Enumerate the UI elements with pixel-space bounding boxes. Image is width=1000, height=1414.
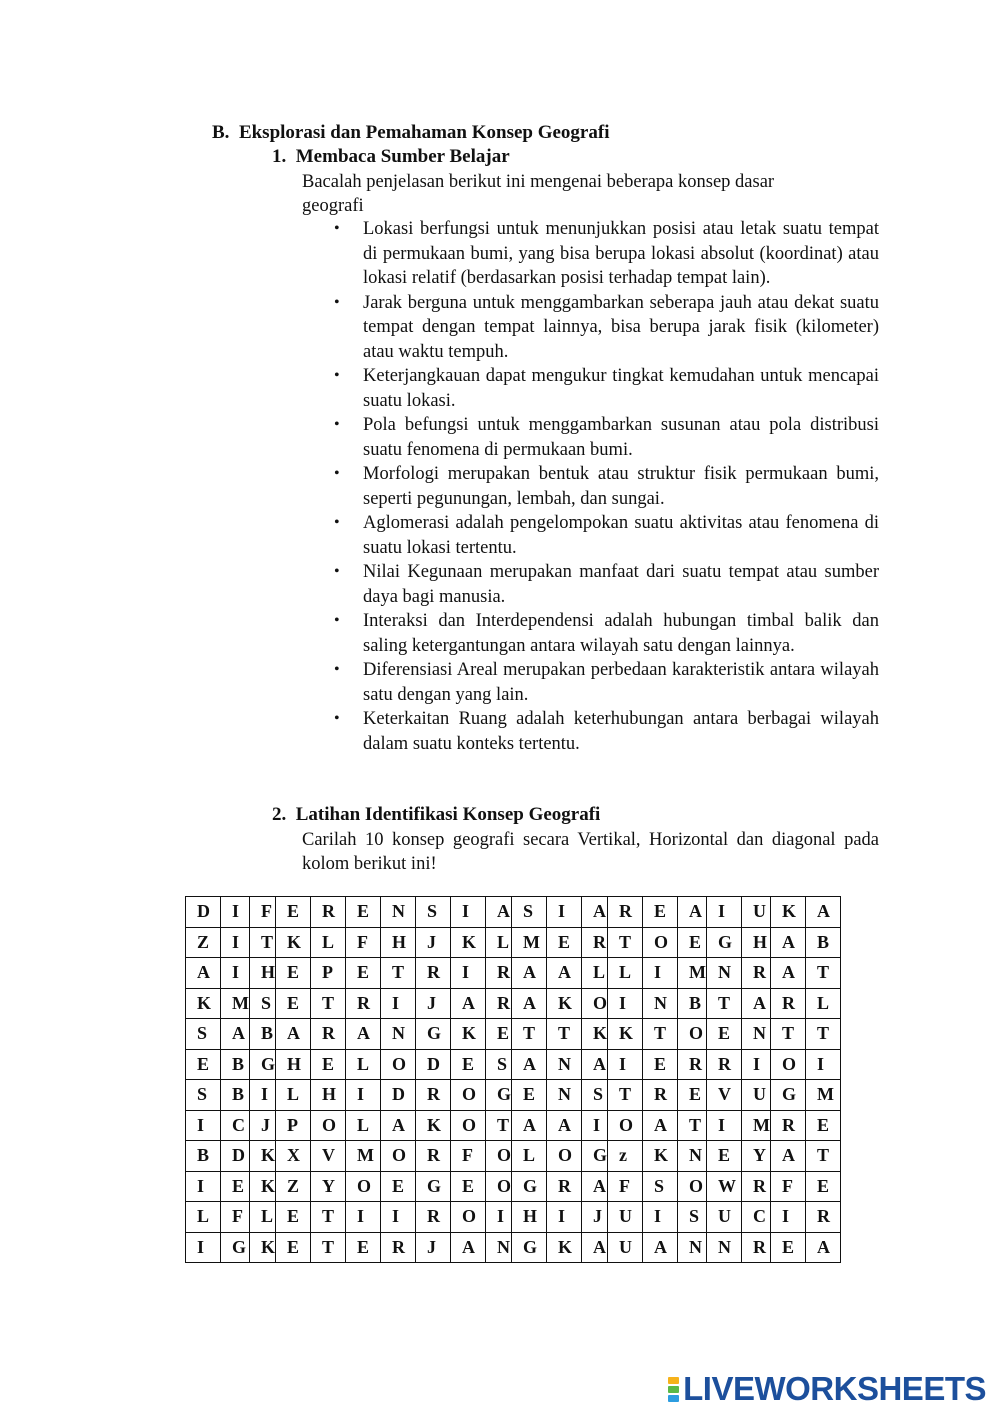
grid-cell[interactable]: K xyxy=(276,927,311,958)
grid-cell[interactable]: E xyxy=(346,897,381,928)
grid-row xyxy=(186,1202,841,1233)
grid-cell[interactable]: O xyxy=(486,1141,512,1172)
grid-cell[interactable]: F xyxy=(221,1202,250,1233)
word-search-table xyxy=(185,896,841,1263)
grid-cell[interactable]: E xyxy=(451,1171,486,1202)
grid-cell[interactable]: A xyxy=(512,1049,547,1080)
grid-cell[interactable]: F xyxy=(451,1141,486,1172)
grid-cell[interactable]: I xyxy=(486,1202,512,1233)
grid-cell[interactable]: E xyxy=(221,1171,250,1202)
grid-cell[interactable]: X xyxy=(276,1141,311,1172)
grid-cell[interactable]: O xyxy=(608,1110,643,1141)
grid-cell[interactable]: I xyxy=(381,988,416,1019)
grid-cell[interactable]: O xyxy=(346,1171,381,1202)
grid-cell[interactable]: T xyxy=(381,958,416,989)
grid-cell[interactable]: K xyxy=(451,1019,486,1050)
grid-cell[interactable]: L xyxy=(186,1202,221,1233)
grid-cell[interactable]: I xyxy=(221,897,250,928)
grid-cell[interactable]: T xyxy=(678,1110,707,1141)
grid-row xyxy=(186,1049,841,1080)
grid-cell[interactable]: G xyxy=(707,927,742,958)
grid-cell[interactable]: L xyxy=(582,958,608,989)
grid-cell[interactable]: A xyxy=(512,1110,547,1141)
grid-cell[interactable]: K xyxy=(547,1232,582,1263)
grid-cell[interactable]: I xyxy=(547,1202,582,1233)
grid-cell[interactable]: T xyxy=(311,988,346,1019)
grid-cell[interactable]: L xyxy=(346,1110,381,1141)
grid-cell[interactable]: K xyxy=(582,1019,608,1050)
grid-cell[interactable]: I xyxy=(707,1110,742,1141)
grid-cell[interactable]: H xyxy=(276,1049,311,1080)
grid-cell[interactable]: V xyxy=(311,1141,346,1172)
grid-cell[interactable]: I xyxy=(346,1202,381,1233)
grid-cell[interactable]: A xyxy=(512,958,547,989)
grid-cell[interactable]: R xyxy=(771,1110,806,1141)
grid-cell[interactable]: U xyxy=(608,1232,643,1263)
logo-block-blue xyxy=(668,1395,679,1402)
concept-item: • Interaksi dan Interdependensi adalah hubungan timbal balik dan saling ketergantungan antara wilayah satu dengan lainnya. xyxy=(330,609,879,658)
grid-cell[interactable]: R xyxy=(742,958,771,989)
grid-cell[interactable]: E xyxy=(276,988,311,1019)
grid-cell[interactable]: N xyxy=(381,897,416,928)
grid-cell[interactable]: N xyxy=(678,1232,707,1263)
grid-cell[interactable]: G xyxy=(486,1080,512,1111)
grid-cell[interactable]: G xyxy=(416,1171,451,1202)
concept-item: • Diferensiasi Areal merupakan perbedaan karakteristik antara wilayah satu dengan yang lain. xyxy=(330,658,879,707)
grid-cell[interactable]: R xyxy=(806,1202,841,1233)
grid-cell[interactable]: A xyxy=(582,1232,608,1263)
grid-cell[interactable]: R xyxy=(582,927,608,958)
grid-cell[interactable]: I xyxy=(221,958,250,989)
concept-item: • Lokasi berfungsi untuk menunjukkan posisi atau letak suatu tempat di permukaan bumi, yang bisa berupa lokasi absolut (koordinat) atau lokasi relatif (berdasarkan posisi terhadap tempat lain). xyxy=(330,217,879,291)
concept-item: • Keterkaitan Ruang adalah keterhubungan antara berbagai wilayah dalam suatu konteks tertentu. xyxy=(330,707,879,756)
grid-cell[interactable]: K xyxy=(547,988,582,1019)
grid-cell[interactable]: S xyxy=(250,988,276,1019)
grid-cell[interactable]: N xyxy=(707,1232,742,1263)
grid-cell[interactable]: M xyxy=(678,958,707,989)
part1-intro: Bacalah penjelasan berikut ini mengenai beberapa konsep dasar geografi xyxy=(302,172,775,216)
grid-cell[interactable]: O xyxy=(451,1110,486,1141)
grid-cell[interactable]: A xyxy=(643,1110,678,1141)
grid-cell[interactable]: I xyxy=(547,897,582,928)
grid-cell[interactable]: F xyxy=(771,1171,806,1202)
liveworksheets-brand: LIVEWORKSHEETS xyxy=(683,1370,986,1407)
grid-cell[interactable]: A xyxy=(771,958,806,989)
grid-cell[interactable]: E xyxy=(547,927,582,958)
grid-cell[interactable]: O xyxy=(451,1080,486,1111)
grid-cell[interactable]: L xyxy=(346,1049,381,1080)
grid-cell[interactable]: T xyxy=(250,927,276,958)
section-heading xyxy=(212,122,609,144)
grid-cell[interactable]: B xyxy=(221,1080,250,1111)
part2-number: 2. xyxy=(272,804,287,825)
grid-cell[interactable]: K xyxy=(250,1232,276,1263)
grid-cell[interactable]: R xyxy=(742,1171,771,1202)
grid-cell[interactable]: S xyxy=(582,1080,608,1111)
grid-cell[interactable]: A xyxy=(742,988,771,1019)
grid-cell[interactable]: E xyxy=(806,1110,841,1141)
grid-cell[interactable]: U xyxy=(742,897,771,928)
grid-cell[interactable]: Y xyxy=(311,1171,346,1202)
section-label: B. xyxy=(212,122,230,143)
grid-cell[interactable]: E xyxy=(276,1232,311,1263)
grid-cell[interactable]: I xyxy=(221,927,250,958)
grid-cell[interactable]: L xyxy=(486,927,512,958)
grid-cell[interactable]: T xyxy=(311,1202,346,1233)
grid-cell[interactable]: E xyxy=(346,958,381,989)
grid-cell[interactable]: J xyxy=(416,927,451,958)
grid-cell[interactable]: I xyxy=(707,897,742,928)
grid-cell[interactable]: O xyxy=(582,988,608,1019)
grid-cell[interactable]: T xyxy=(643,1019,678,1050)
grid-cell[interactable]: I xyxy=(346,1080,381,1111)
grid-cell[interactable]: Z xyxy=(186,927,221,958)
grid-row xyxy=(186,927,841,958)
grid-cell[interactable]: B xyxy=(250,1019,276,1050)
grid-cell[interactable]: C xyxy=(742,1202,771,1233)
grid-cell[interactable]: I xyxy=(608,1049,643,1080)
grid-cell[interactable]: N xyxy=(678,1141,707,1172)
grid-cell[interactable]: A xyxy=(806,897,841,928)
grid-cell[interactable]: A xyxy=(806,1232,841,1263)
grid-cell[interactable]: R xyxy=(416,958,451,989)
grid-cell[interactable]: E xyxy=(707,1141,742,1172)
grid-row xyxy=(186,1019,841,1050)
grid-cell[interactable]: B xyxy=(678,988,707,1019)
logo-block-yellow xyxy=(668,1377,679,1384)
grid-cell[interactable]: A xyxy=(547,958,582,989)
concept-list xyxy=(330,217,879,756)
grid-cell[interactable]: U xyxy=(742,1080,771,1111)
grid-cell[interactable]: M xyxy=(806,1080,841,1111)
grid-cell[interactable]: A xyxy=(582,897,608,928)
grid-row xyxy=(186,1171,841,1202)
grid-cell[interactable]: I xyxy=(806,1049,841,1080)
grid-cell[interactable]: M xyxy=(221,988,250,1019)
grid-cell[interactable]: E xyxy=(707,1019,742,1050)
grid-cell[interactable]: I xyxy=(186,1171,221,1202)
grid-cell[interactable]: O xyxy=(381,1141,416,1172)
grid-cell[interactable]: R xyxy=(707,1049,742,1080)
grid-cell[interactable]: A xyxy=(643,1232,678,1263)
grid-cell[interactable]: P xyxy=(276,1110,311,1141)
grid-cell[interactable]: R xyxy=(346,988,381,1019)
grid-cell[interactable]: N xyxy=(547,1049,582,1080)
grid-cell[interactable]: P xyxy=(311,958,346,989)
grid-cell[interactable]: T xyxy=(547,1019,582,1050)
grid-cell[interactable]: U xyxy=(707,1202,742,1233)
grid-cell[interactable]: F xyxy=(346,927,381,958)
grid-cell[interactable]: I xyxy=(742,1049,771,1080)
grid-row xyxy=(186,958,841,989)
grid-cell[interactable]: B xyxy=(806,927,841,958)
grid-cell[interactable]: S xyxy=(512,897,547,928)
grid-cell[interactable]: K xyxy=(451,927,486,958)
grid-cell[interactable]: H xyxy=(512,1202,547,1233)
liveworksheets-logo-icon xyxy=(668,1377,679,1402)
grid-cell[interactable]: E xyxy=(512,1080,547,1111)
grid-cell[interactable]: Z xyxy=(276,1171,311,1202)
grid-cell[interactable]: A xyxy=(678,897,707,928)
concept-item: • Nilai Kegunaan merupakan manfaat dari suatu tempat atau sumber daya bagi manusia. xyxy=(330,560,879,609)
grid-cell[interactable]: K xyxy=(416,1110,451,1141)
grid-cell[interactable]: C xyxy=(221,1110,250,1141)
grid-cell[interactable]: S xyxy=(678,1202,707,1233)
part1-heading xyxy=(272,146,510,168)
grid-cell[interactable]: E xyxy=(678,927,707,958)
grid-cell[interactable]: T xyxy=(771,1019,806,1050)
grid-cell[interactable]: G xyxy=(221,1232,250,1263)
grid-cell[interactable]: K xyxy=(771,897,806,928)
grid-cell[interactable]: I xyxy=(186,1232,221,1263)
grid-cell[interactable]: O xyxy=(451,1202,486,1233)
grid-cell[interactable]: A xyxy=(451,1232,486,1263)
grid-row xyxy=(186,988,841,1019)
grid-row xyxy=(186,1080,841,1111)
grid-cell[interactable]: H xyxy=(250,958,276,989)
grid-cell[interactable]: I xyxy=(771,1202,806,1233)
grid-cell[interactable]: H xyxy=(381,927,416,958)
grid-cell[interactable]: O xyxy=(381,1049,416,1080)
grid-cell[interactable]: E xyxy=(381,1171,416,1202)
grid-cell[interactable]: z xyxy=(608,1141,643,1172)
grid-cell[interactable]: L xyxy=(250,1202,276,1233)
grid-cell[interactable]: A xyxy=(186,958,221,989)
grid-cell[interactable]: A xyxy=(346,1019,381,1050)
grid-cell[interactable]: J xyxy=(416,1232,451,1263)
grid-cell[interactable]: E xyxy=(771,1232,806,1263)
grid-cell[interactable]: K xyxy=(250,1141,276,1172)
grid-cell[interactable]: R xyxy=(486,988,512,1019)
grid-cell[interactable]: E xyxy=(643,1049,678,1080)
grid-cell[interactable]: R xyxy=(547,1171,582,1202)
grid-cell[interactable]: R xyxy=(643,1080,678,1111)
grid-row xyxy=(186,1232,841,1263)
grid-cell[interactable]: E xyxy=(346,1232,381,1263)
grid-cell[interactable]: D xyxy=(221,1141,250,1172)
grid-cell[interactable]: R xyxy=(416,1141,451,1172)
grid-cell[interactable]: L xyxy=(276,1080,311,1111)
grid-cell[interactable]: E xyxy=(311,1049,346,1080)
grid-cell[interactable]: N xyxy=(486,1232,512,1263)
grid-cell[interactable]: L xyxy=(512,1141,547,1172)
grid-cell[interactable]: A xyxy=(547,1110,582,1141)
grid-cell[interactable]: T xyxy=(512,1019,547,1050)
grid-row xyxy=(186,897,841,928)
grid-row xyxy=(186,1110,841,1141)
grid-cell[interactable]: L xyxy=(311,927,346,958)
grid-cell[interactable]: A xyxy=(486,897,512,928)
grid-cell[interactable]: J xyxy=(582,1202,608,1233)
grid-cell[interactable]: T xyxy=(608,1080,643,1111)
grid-cell[interactable]: I xyxy=(608,988,643,1019)
grid-cell[interactable]: E xyxy=(276,897,311,928)
concept-item: • Keterjangkauan dapat mengukur tingkat kemudahan untuk mencapai suatu lokasi. xyxy=(330,364,879,413)
grid-cell[interactable]: B xyxy=(221,1049,250,1080)
grid-cell[interactable]: T xyxy=(486,1110,512,1141)
grid-cell[interactable]: V xyxy=(707,1080,742,1111)
concept-item: • Aglomerasi adalah pengelompokan suatu aktivitas atau fenomena di suatu lokasi tertentu. xyxy=(330,511,879,560)
grid-cell[interactable]: F xyxy=(608,1171,643,1202)
grid-cell[interactable]: T xyxy=(806,958,841,989)
liveworksheets-logo xyxy=(668,1370,986,1408)
grid-cell[interactable]: E xyxy=(451,1049,486,1080)
grid-cell[interactable]: M xyxy=(512,927,547,958)
grid-cell[interactable]: E xyxy=(643,897,678,928)
grid-cell[interactable]: T xyxy=(806,1141,841,1172)
grid-cell[interactable]: R xyxy=(416,1202,451,1233)
grid-cell[interactable]: J xyxy=(250,1110,276,1141)
grid-cell[interactable]: O xyxy=(311,1110,346,1141)
grid-cell[interactable]: N xyxy=(742,1019,771,1050)
grid-cell[interactable]: E xyxy=(276,958,311,989)
part2-title: Latihan Identifikasi Konsep Geografi xyxy=(295,804,601,825)
grid-cell[interactable]: I xyxy=(643,958,678,989)
logo-block-green xyxy=(668,1386,679,1393)
grid-cell[interactable]: O xyxy=(486,1171,512,1202)
part2-instruction: Carilah 10 konsep geografi secara Vertikal, Horizontal dan diagonal pada kolom berikut ini! xyxy=(302,830,879,874)
grid-cell[interactable]: A xyxy=(451,988,486,1019)
grid-cell[interactable]: B xyxy=(186,1141,221,1172)
grid-cell[interactable]: A xyxy=(582,1049,608,1080)
word-search-grid xyxy=(185,896,841,1263)
grid-cell[interactable]: H xyxy=(311,1080,346,1111)
grid-cell[interactable]: R xyxy=(486,958,512,989)
grid-cell[interactable]: O xyxy=(771,1049,806,1080)
grid-cell[interactable]: R xyxy=(311,1019,346,1050)
grid-cell[interactable]: I xyxy=(643,1202,678,1233)
grid-cell[interactable]: K xyxy=(608,1019,643,1050)
grid-cell[interactable]: J xyxy=(416,988,451,1019)
grid-cell[interactable]: K xyxy=(186,988,221,1019)
grid-cell[interactable]: E xyxy=(276,1202,311,1233)
grid-cell[interactable]: S xyxy=(186,1019,221,1050)
grid-cell[interactable]: D xyxy=(381,1080,416,1111)
grid-cell[interactable]: E xyxy=(186,1049,221,1080)
grid-cell[interactable]: E xyxy=(678,1080,707,1111)
grid-cell[interactable]: I xyxy=(250,1080,276,1111)
grid-cell[interactable]: T xyxy=(311,1232,346,1263)
grid-cell[interactable]: T xyxy=(608,927,643,958)
grid-cell[interactable]: I xyxy=(451,958,486,989)
concept-item: • Jarak berguna untuk menggambarkan seberapa jauh atau dekat suatu tempat dengan tempat lainnya, bisa berupa jarak fisik (kilometer) atau waktu tempuh. xyxy=(330,291,879,365)
grid-cell[interactable]: W xyxy=(707,1171,742,1202)
grid-cell[interactable]: G xyxy=(771,1080,806,1111)
grid-cell[interactable]: O xyxy=(678,1019,707,1050)
grid-cell[interactable]: S xyxy=(186,1080,221,1111)
part1-number: 1. xyxy=(272,146,287,167)
grid-cell[interactable]: I xyxy=(451,897,486,928)
grid-cell[interactable]: R xyxy=(311,897,346,928)
grid-cell[interactable]: A xyxy=(381,1110,416,1141)
grid-cell[interactable]: E xyxy=(806,1171,841,1202)
grid-row xyxy=(186,1141,841,1172)
grid-cell[interactable]: T xyxy=(806,1019,841,1050)
grid-cell[interactable]: K xyxy=(643,1141,678,1172)
grid-cell[interactable]: O xyxy=(678,1171,707,1202)
grid-cell[interactable]: S xyxy=(416,897,451,928)
grid-cell[interactable]: G xyxy=(512,1171,547,1202)
grid-cell[interactable]: S xyxy=(486,1049,512,1080)
grid-cell[interactable]: G xyxy=(250,1049,276,1080)
grid-cell[interactable]: L xyxy=(608,958,643,989)
grid-cell[interactable]: A xyxy=(276,1019,311,1050)
grid-cell[interactable]: O xyxy=(643,927,678,958)
grid-cell[interactable]: F xyxy=(250,897,276,928)
grid-cell[interactable]: N xyxy=(547,1080,582,1111)
grid-cell[interactable]: A xyxy=(512,988,547,1019)
part2-heading xyxy=(272,804,600,826)
concept-item: • Pola befungsi untuk menggambarkan susunan atau pola distribusi suatu fenomena di permukaan bumi. xyxy=(330,413,879,462)
grid-cell[interactable]: N xyxy=(643,988,678,1019)
grid-cell[interactable]: A xyxy=(771,927,806,958)
grid-cell[interactable]: I xyxy=(582,1110,608,1141)
grid-cell[interactable]: Y xyxy=(742,1141,771,1172)
grid-cell[interactable]: G xyxy=(582,1141,608,1172)
section-title: Eksplorasi dan Pemahaman Konsep Geografi xyxy=(238,122,610,143)
grid-cell[interactable]: A xyxy=(221,1019,250,1050)
grid-cell[interactable]: R xyxy=(742,1232,771,1263)
grid-cell[interactable]: N xyxy=(707,958,742,989)
grid-cell[interactable]: R xyxy=(678,1049,707,1080)
grid-cell[interactable]: G xyxy=(512,1232,547,1263)
grid-cell[interactable]: D xyxy=(416,1049,451,1080)
grid-cell[interactable]: R xyxy=(771,988,806,1019)
grid-cell[interactable]: G xyxy=(416,1019,451,1050)
grid-cell[interactable]: H xyxy=(742,927,771,958)
grid-cell[interactable]: T xyxy=(707,988,742,1019)
grid-cell[interactable]: R xyxy=(608,897,643,928)
part1-title: Membaca Sumber Belajar xyxy=(295,146,510,167)
grid-cell[interactable]: K xyxy=(250,1171,276,1202)
grid-cell[interactable]: M xyxy=(742,1110,771,1141)
grid-cell[interactable]: S xyxy=(643,1171,678,1202)
grid-cell[interactable]: N xyxy=(381,1019,416,1050)
grid-cell[interactable]: I xyxy=(381,1202,416,1233)
grid-cell[interactable]: R xyxy=(381,1232,416,1263)
grid-cell[interactable]: D xyxy=(186,897,221,928)
grid-cell[interactable]: R xyxy=(416,1080,451,1111)
grid-cell[interactable]: M xyxy=(346,1141,381,1172)
grid-cell[interactable]: A xyxy=(582,1171,608,1202)
grid-cell[interactable]: E xyxy=(486,1019,512,1050)
grid-cell[interactable]: U xyxy=(608,1202,643,1233)
concept-item: • Morfologi merupakan bentuk atau struktur fisik permukaan bumi, seperti pegunungan, lembah, dan sungai. xyxy=(330,462,879,511)
grid-cell[interactable]: A xyxy=(771,1141,806,1172)
grid-cell[interactable]: L xyxy=(806,988,841,1019)
grid-cell[interactable]: O xyxy=(547,1141,582,1172)
grid-cell[interactable]: I xyxy=(186,1110,221,1141)
